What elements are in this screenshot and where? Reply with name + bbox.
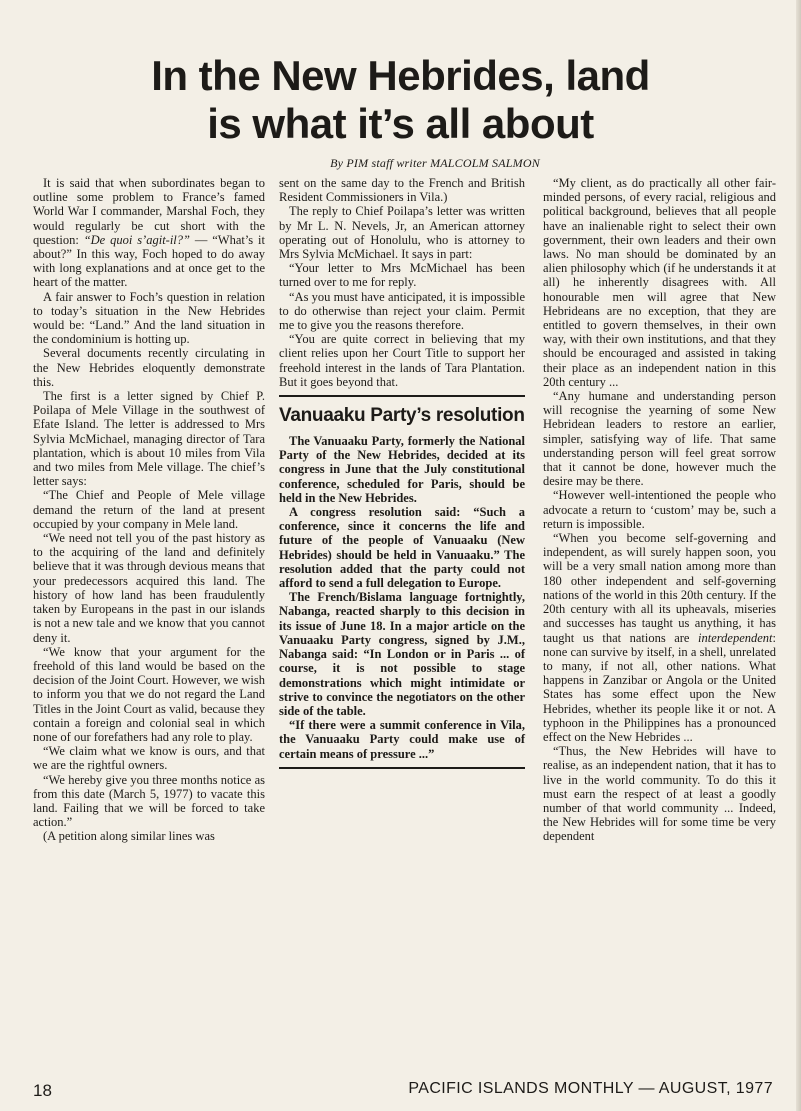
paragraph: “You are quite correct in believing that my client relies upon her Court Title to support her freehold interest in the lands of Tara Plantation. But it goes beyond that.: [279, 332, 525, 389]
section-rule: [279, 395, 525, 397]
paragraph: Several documents recently circulating in the New Hebrides eloquently demonstrate this.: [33, 346, 265, 389]
column-1: [33, 176, 265, 844]
paragraph: “We hereby give you three months notice as from this date (March 5, 1977) to vacate this land. Failing that we will be forced to take action.”: [33, 772, 265, 830]
magazine-footer: PACIFIC ISLANDS MONTHLY — AUGUST, 1977: [408, 1080, 773, 1097]
section-subhead: Vanuaaku Party’s resolution: [279, 405, 525, 427]
column-2: [279, 176, 525, 769]
paragraph: The first is a letter signed by Chief P. Poilapa of Mele Village in the southwest of Efate Island. The letter is addressed to Mrs Sylvia McMichael, managing director of Tara plantation, which is about 10 miles from Vila and two miles from Mele village. The chief’s letter says:: [33, 389, 265, 489]
paragraph: “My client, as do practically all other fair-minded persons, of every racial, religious and political background, believes that all people have an inalienable right to select their own government, their own leaders and their own laws. No man should be dominated by an alien philosophy which (if he understands it at all) he inherently disagrees with. All honourable men will agree that New Hebrideans are no exception, that they are entitled to govern themselves, in their own way, with their own institutions, and that they should be encouraged and assisted in taking their place as an independent nation in this 20th century ...: [543, 176, 776, 389]
page-number: 18: [33, 1081, 52, 1100]
paragraph: “If there were a summit conference in Vila, the Vanuaaku Party could make use of certain means of pressure ...”: [279, 718, 525, 761]
column-3: [543, 176, 776, 844]
paragraph: It is said that when subordinates began to outline some problem to France’s famed World War I commander, Marshal Foch, they would regularly be cut short with the question: “De quoi s’agit-il?” — “What’s it about?” In this way, Foch hoped to do away with long explanations and at once get to the heart of the matter.: [33, 176, 265, 290]
headline-line-1: In the New Hebrides, land: [151, 52, 650, 99]
headline-line-2: is what it’s all about: [207, 100, 594, 147]
paragraph: “The Chief and People of Mele village demand the return of the land at present occupied by your company in Mele land.: [33, 488, 265, 531]
paragraph: “We claim what we know is ours, and that we are the rightful owners.: [33, 744, 265, 773]
paragraph: “When you become self-governing and independent, as will surely happen soon, you will be a very small nation among more than 180 other independent and self-governing nations of the world in this 20th century. If the 20th century with all its upheavals, miseries and successes has taught us anything, it has taught us that nations are interdependent: none can survive by itself, in a shell, unrelated to many, if not all, other nations. What happens in Zanzibar or Angola or the United States has some effect upon the New Hebrides, whether its people like it or not. A typhoon in the Philippines has a pronounced effect on the New Hebrides ...: [543, 531, 776, 744]
paragraph: (A petition along similar lines was: [43, 829, 215, 844]
paragraph: sent on the same day to the French and British Resident Commissioners in Vila.): [279, 176, 525, 205]
byline: By PIM staff writer MALCOLM SALMON: [330, 156, 540, 170]
page-edge: [796, 0, 801, 1111]
paragraph: “However well-intentioned the people who advocate a return to ‘custom’ may be, such a return is impossible.: [543, 488, 776, 531]
paragraph: The reply to Chief Poilapa’s letter was written by Mr L. N. Nevels, Jr, an American attorney operating out of Honolulu, who is attorney to Mrs Sylvia McMichael. It says in part:: [279, 204, 525, 262]
column-2-text: [279, 176, 525, 389]
paragraph: A fair answer to Foch’s question in relation to today’s situation in the New Hebrides would be: “Land.” And the land situation in the condominium is hotting up.: [33, 289, 265, 347]
paragraph: A congress resolution said: “Such a conference, since it concerns the life and future of the people of Vanuaaku (New Hebrides) should be held in Vanuaaku.” The resolution added that the party could not afford to send a full delegation to Europe.: [279, 505, 525, 591]
paragraph: “Thus, the New Hebrides will have to realise, as an independent nation, that it has to live in the world community. To do this it must earn the respect of at least a goodly number of that world community ... Indeed, the New Hebrides will for some time be very dependent: [543, 744, 776, 844]
paragraph: “Any humane and understanding person will recognise the yearning of some New Hebridean leaders to restore an earlier, simpler, satisfying way of life. That same understanding person will feel great sorrow that it cannot be done, however much the desire may be there.: [543, 389, 776, 489]
section-bottom-rule: [279, 767, 525, 769]
paragraph: “We need not tell you of the past history as to the acquiring of the land and definitely believe that it was through devious means that your predecessors acquired this land. The history of how land has been fraudulently taken by Europeans in the past in our islands is not a new tale and we know that you cannot deny it.: [33, 531, 265, 645]
boxed-resolution-text: [279, 434, 525, 761]
paragraph: “Your letter to Mrs McMichael has been turned over to me for reply.: [279, 261, 525, 290]
paragraph: The Vanuaaku Party, formerly the National Party of the New Hebrides, decided at its congress in June that the July constitutional conference, scheduled for Paris, should be held in the New Hebrides.: [279, 434, 525, 505]
paragraph: The French/Bislama language fortnightly, Nabanga, reacted sharply to this decision in its issue of June 18. In a major article on the Vanuaaku Party congress, signed by J.M., Nabanga said: “In London or in Paris ... of course, it is not possible to stage demonstrations which might intimidate or strive to convince the negotiators on the other side of the table.: [279, 590, 525, 718]
paragraph: “We know that your argument for the freehold of this land would be based on the decision of the Joint Court. However, we wish to inform you that we do not regard the Land Titles in the Joint Court as valid, because they contain a foreign and colonial seal in which none of our forefathers had any role to play.: [33, 644, 265, 744]
paragraph: “As you must have anticipated, it is impossible to do otherwise than reject your claim. Permit me to give you the reasons therefore.: [279, 289, 525, 333]
headline: [0, 52, 801, 148]
